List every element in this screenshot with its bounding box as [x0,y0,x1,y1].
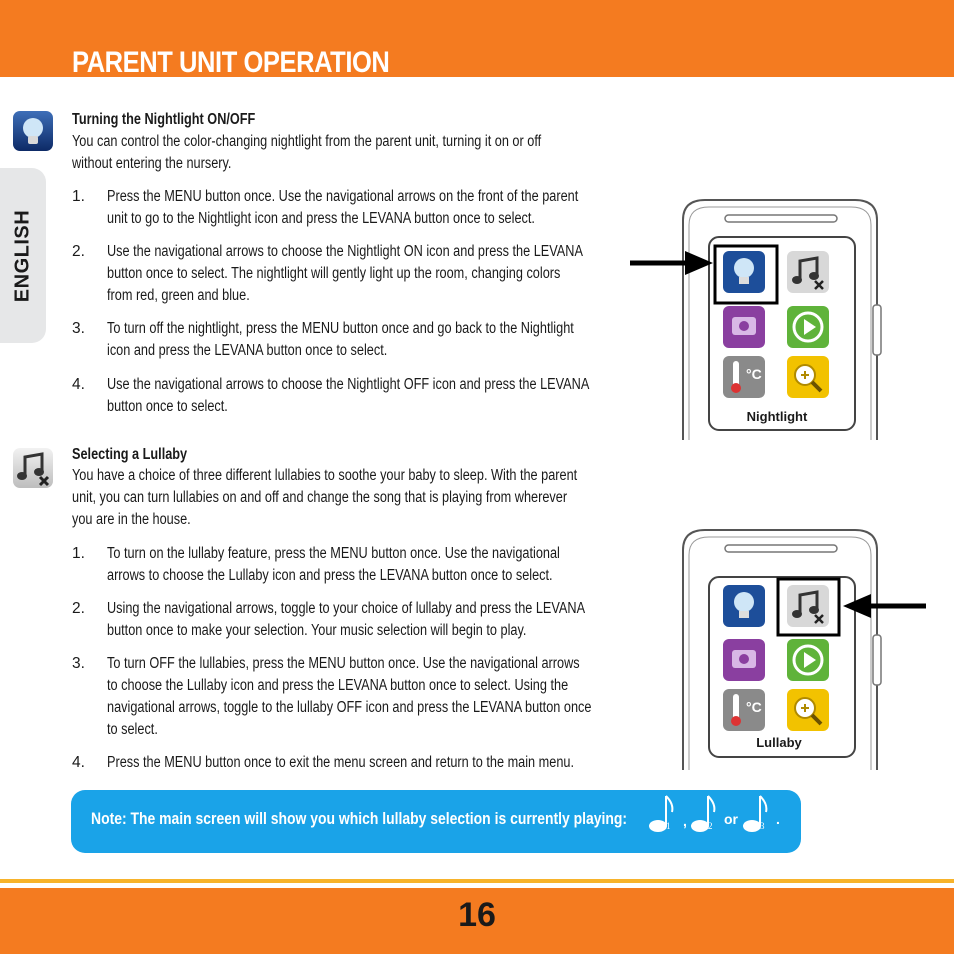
step-text: Use the navigational arrows to choose the Nightlight ON icon and press the LEVANA [107,243,583,260]
step-text: from red, green and blue. [107,287,250,304]
step-text: To turn off the nightlight, press the MENU button once and go back to the Nightlight [107,320,574,337]
step-text: Use the navigational arrows to choose the Nightlight OFF icon and press the LEVANA [107,376,590,393]
note-text: Note: The main screen will show you which lullaby selection is currently playing: [91,809,628,828]
step-number: 1. [72,188,85,205]
page-header [0,0,954,77]
music-note-icon [743,796,766,832]
device-screen-label: Lullaby [756,735,802,750]
step-number: 4. [72,376,85,393]
lullaby-icon [12,447,54,489]
step-text: To turn OFF the lullabies, press the MENU button once. Use the navigational arrows [107,655,580,672]
note-banner [71,790,801,853]
page-number: 16 [458,896,496,934]
step-number: 2. [72,600,85,617]
lullaby-note-icons [646,794,786,834]
device-screen-label: Nightlight [746,409,808,424]
step-number: 1. [72,545,85,562]
page-title: PARENT UNIT OPERATION [72,46,390,79]
step-text: Press the MENU button once to exit the menu screen and return to the main menu. [107,754,574,771]
lullaby-intro-line: unit, you can turn lullabies on and off and change the song that is playing from wherever [72,489,568,506]
step-text: to select. [107,721,158,738]
lullaby-intro-line: You have a choice of three different lullabies to soothe your baby to sleep. With the parent [72,467,578,484]
step-number: 3. [72,655,85,672]
lullaby-title: Selecting a Lullaby [72,446,188,463]
parent-unit-lullaby-illustration [625,525,954,770]
note-separator: or [724,811,738,827]
language-label: ENGLISH [11,209,34,302]
nightlight-icon [12,110,54,152]
page-footer [0,888,954,954]
note-number: 1 [666,821,671,831]
step-text: to choose the Lullaby icon and press the LEVANA button once to select. Using the [107,677,569,694]
step-text: button once to select. [107,398,228,415]
svg-text:°C: °C [746,366,762,382]
parent-unit-nightlight-illustration [625,195,885,440]
step-text: Using the navigational arrows, toggle to your choice of lullaby and press the LEVANA [107,600,586,617]
music-note-icon [691,796,714,832]
step-number: 3. [72,320,85,337]
svg-text:°C: °C [746,699,762,715]
note-number: 3 [760,821,765,831]
footer-divider [0,879,954,883]
step-number: 2. [72,243,85,260]
step-text: arrows to choose the Lullaby icon and press the LEVANA button once to select. [107,567,553,584]
step-text: To turn on the lullaby feature, press the MENU button once. Use the navigational [107,545,560,562]
music-note-icon [649,796,672,832]
step-text: navigational arrows, toggle to the lullaby OFF icon and press the LEVANA button once [107,699,592,716]
step-text: button once to make your selection. Your music selection will begin to play. [107,622,527,639]
nightlight-title: Turning the Nightlight ON/OFF [72,111,256,128]
step-text: icon and press the LEVANA button once to select. [107,342,388,359]
language-tab [0,168,46,343]
step-number: 4. [72,754,85,771]
nightlight-intro-line: without entering the nursery. [72,155,232,172]
note-number: 2 [708,821,713,831]
note-end: . [776,811,780,827]
nightlight-intro-line: You can control the color-changing nightlight from the parent unit, turning it on or off [72,133,542,150]
note-separator: , [683,813,687,829]
lullaby-intro-line: you are in the house. [72,511,191,528]
step-text: Press the MENU button once. Use the navigational arrows on the front of the parent [107,188,579,205]
step-text: unit to go to the Nightlight icon and press the LEVANA button once to select. [107,210,535,227]
step-text: button once to select. The nightlight will gently light up the room, changing colors [107,265,561,282]
